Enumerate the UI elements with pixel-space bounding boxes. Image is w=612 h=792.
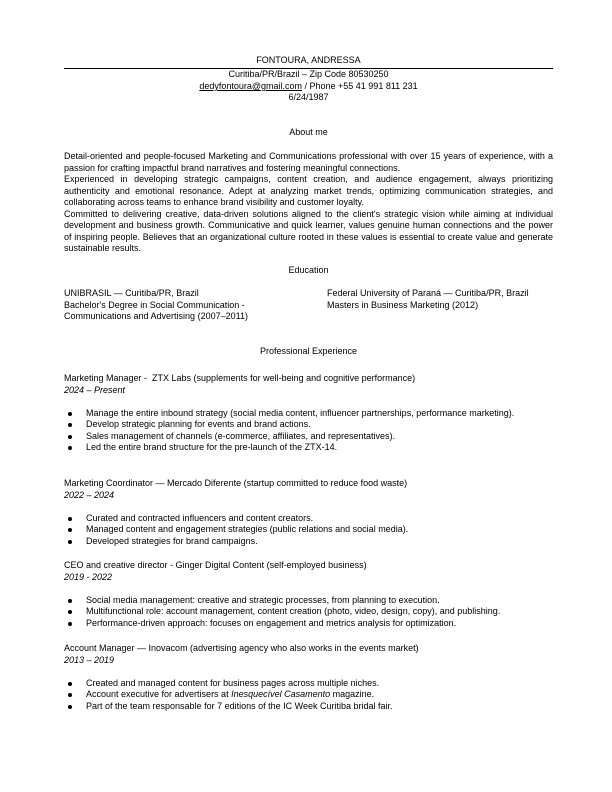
job-entry: [64, 478, 553, 547]
job-entry: [64, 643, 553, 712]
bullet-icon: [68, 610, 72, 614]
job-bullets: [64, 513, 553, 548]
bullet-icon: [68, 517, 72, 521]
about-text: [64, 151, 553, 255]
birthdate: 6/24/1987: [288, 92, 329, 102]
list-item: Multifunctional role: account management, content creation (photo, video, design, copy), and publishing.: [64, 606, 553, 618]
education-entry: [64, 288, 292, 323]
list-item: Managed content and engagement strategies (public relations and social media).: [64, 524, 553, 536]
bullet-icon: [68, 412, 72, 416]
experience-heading: Professional Experience: [259, 346, 358, 356]
bullet-icon: [68, 528, 72, 532]
job-dates: 2019 - 2022: [64, 571, 113, 582]
address: Curitiba/PR/Brazil – Zip Code 80530250: [228, 69, 389, 79]
candidate-name: FONTOURA, ANDRESSA: [256, 55, 361, 65]
education-entry: [327, 288, 555, 311]
list-item: Developed strategies for brand campaigns.: [64, 536, 553, 548]
bullet-icon: [68, 435, 72, 439]
bullet-icon: [68, 446, 72, 450]
education-heading: Education: [288, 265, 329, 275]
job-dates: 2022 – 2024: [64, 489, 115, 500]
job-title: Marketing Manager - ZTX Labs (supplements for well-being and cognitive performance): [64, 373, 416, 383]
job-title: CEO and creative director - Ginger Digital Content (self-employed business): [64, 560, 367, 570]
email-link[interactable]: dedyfontoura@gmail.com: [199, 81, 302, 91]
list-item: Created and managed content for business pages across multiple niches.: [64, 678, 553, 690]
phone: / Phone +55 41 991 811 231: [302, 81, 418, 91]
job-title: Account Manager — Inovacom (advertising agency who also works in the events market): [64, 643, 419, 653]
bullet-icon: [68, 423, 72, 427]
school: Federal University of Paraná — Curitiba/PR, Brazil: [327, 288, 529, 298]
list-item: Account executive for advertisers at Inesquecível Casamento magazine.: [64, 689, 553, 701]
job-title: Marketing Coordinator — Mercado Diferente (startup committed to reduce food waste): [64, 478, 408, 488]
bullet-icon: [68, 599, 72, 603]
list-item: Part of the team responsable for 7 editions of the IC Week Curitiba bridal fair.: [64, 701, 553, 713]
degree: Masters in Business Marketing (2012): [327, 299, 479, 310]
contact-line: [64, 81, 553, 93]
job-entry: [64, 373, 553, 454]
about-paragraph: Detail-oriented and people-focused Marketing and Communications professional with over 15 years of experience, with a passion for crafting impactful brand narratives and fostering meaningful connections.: [64, 151, 553, 173]
list-item: Curated and contracted influencers and content creators.: [64, 513, 553, 525]
list-item: Develop strategic planning for events and brand actions.: [64, 419, 553, 431]
bullet-icon: [68, 540, 72, 544]
about-heading: About me: [289, 127, 328, 137]
bullet-icon: [68, 682, 72, 686]
list-item: Social media management: creative and strategic processes, from planning to execution.: [64, 595, 553, 607]
about-paragraph: Experienced in developing strategic campaigns, content creation, and audience engagement, always prioritizing authenticity and emotional resonance. Adept at analyzing market trends, optimizing communication strategies, and collaborating across teams to enhance brand visibility and customer loyalty.: [64, 174, 553, 207]
list-item: Led the entire brand structure for the pre-launch of the ZTX-14.: [64, 442, 553, 454]
job-bullets: [64, 595, 553, 630]
list-item: Sales management of channels (e-commerce, affiliates, and representatives).: [64, 431, 553, 443]
job-dates: 2024 – Present: [64, 384, 126, 395]
job-dates: 2013 – 2019: [64, 654, 115, 665]
bullet-icon: [68, 705, 72, 709]
about-paragraph: Committed to delivering creative, data-driven solutions aligned to the client's strategic vision while aiming at individual development and business growth. Communicative and quick learner, values genuine human connections and the power of inspiring people. Believes that an organizational culture rooted in these values is essential to create value and generate sustainable results.: [64, 208, 553, 253]
magazine-name: Inesquecível Casamento: [231, 689, 331, 699]
job-bullets: [64, 678, 553, 713]
bullet-icon: [68, 693, 72, 697]
list-item: Performance-driven approach: focuses on engagement and metrics analysis for optimization.: [64, 618, 553, 630]
school: UNIBRASIL — Curitiba/PR, Brazil: [64, 288, 199, 298]
job-bullets: [64, 408, 553, 454]
list-item: Manage the entire inbound strategy (social media content, influencer partnerships, performance marketing).: [64, 408, 553, 420]
bullet-icon: [68, 622, 72, 626]
job-entry: [64, 560, 553, 629]
degree: Bachelor's Degree in Social Communication - Communications and Advertising (2007–2011): [64, 299, 248, 321]
